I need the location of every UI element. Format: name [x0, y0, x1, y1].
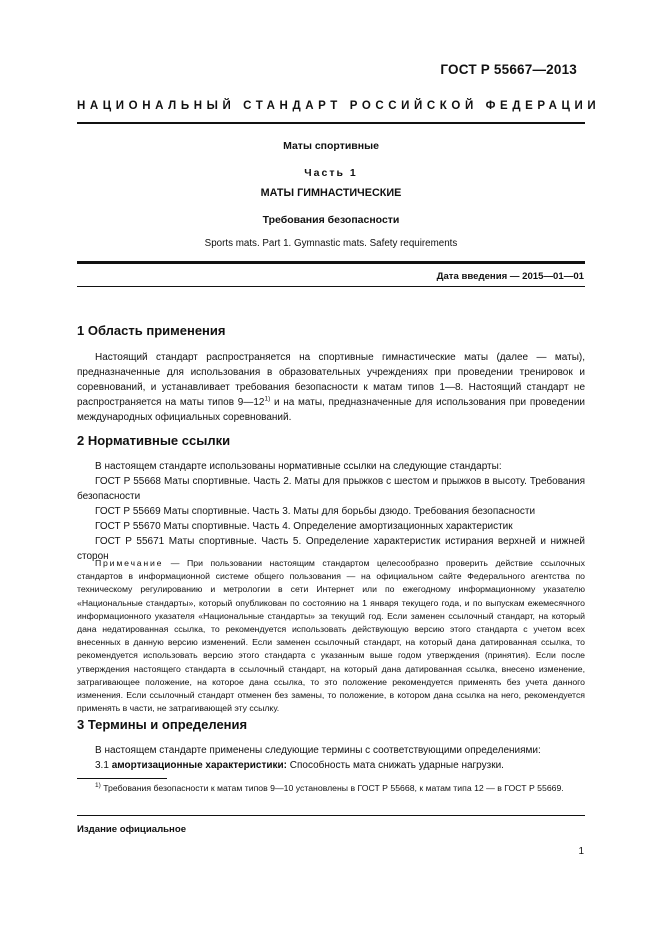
footnote-marker: 1) [95, 782, 101, 790]
title-english: Sports mats. Part 1. Gymnastic mats. Safety requirements [204, 238, 458, 249]
title-part: Часть 1 [304, 167, 358, 179]
standard-banner: НАЦИОНАЛЬНЫЙ СТАНДАРТ РОССИЙСКОЙ ФЕДЕРАЦИИ [77, 100, 601, 112]
edition-rule [77, 815, 585, 816]
term-name: амортизационные характеристики: [111, 760, 288, 771]
introduction-date: Дата введения — 2015—01—01 [436, 271, 584, 282]
title-gymnastic-mats: МАТЫ ГИМНАСТИЧЕСКИЕ [260, 187, 402, 199]
footnote-text: Требования безопасности к матам типов 9—10 установлены в ГОСТ Р 55668, к матам типа 12 — в ГОСТ Р 55669. [100, 783, 564, 793]
footnote [77, 782, 585, 795]
page-number: 1 [578, 846, 584, 857]
scope-paragraph [77, 350, 585, 425]
references-note [77, 557, 585, 715]
title-mats: Маты спортивные [283, 140, 379, 152]
footnote-rule [77, 778, 167, 779]
terms-intro: В настоящем стандарте применены следующие термины с соответствующими определениями: [95, 745, 541, 756]
title-rule-thick [77, 261, 585, 264]
official-edition-label: Издание официальное [77, 824, 187, 835]
section-heading-terms: 3 Термины и определения [77, 717, 248, 732]
reference-item: ГОСТ Р 55669 Маты спортивные. Часть 3. Маты для борьбы дзюдо. Требования безопасности [95, 506, 536, 517]
terms-block [77, 743, 585, 773]
section-heading-references: 2 Нормативные ссылки [77, 433, 231, 448]
footnote-reference: 1) [264, 395, 271, 403]
reference-item: ГОСТ Р 55670 Маты спортивные. Часть 4. Определение амортизационных характеристик [95, 521, 513, 532]
title-safety-requirements: Требования безопасности [262, 214, 400, 226]
term-number: 3.1 [95, 760, 112, 771]
reference-item: ГОСТ Р 55668 Маты спортивные. Часть 2. Маты для прыжков с шестом и прыжков в высоту. Требования безопасности [77, 476, 585, 502]
document-number: ГОСТ Р 55667—2013 [440, 62, 577, 77]
references-block [77, 459, 585, 564]
header-rule [77, 122, 585, 124]
scope-text-a: Настоящий стандарт распространяется на спортивные гимнастические маты (далее — маты), предназначенные для использования в образовательных учреждениях при проведении тренировок и соревнований, и устанавливает требования безопасности к матам типов 1—8. Настоящий стандарт не распространяется на маты типов 9—12 [77, 352, 585, 408]
references-intro: В настоящем стандарте использованы нормативные ссылки на следующие стандарты: [95, 461, 502, 472]
term-entry [77, 758, 585, 773]
title-rule-thin [77, 286, 585, 287]
scope-text-b: и на маты, предназначенные для использования при проведении международных официальных соревнований. [77, 397, 585, 423]
section-heading-scope: 1 Область применения [77, 323, 226, 338]
note-text: — При пользовании настоящим стандартом целесообразно проверить действие ссылочных стандартов в информационной системе общего пользования — на официальном сайте Федерального агентства по техническому регулированию и метрологии в сети Интернет или по ежегодному информационному указателю «Национальные стандарты», который опубликован по состоянию на 1 января текущего года, и по выпускам ежемесячного информационного указателя «Национальные стандарты» за текущий год. Если заменен ссылочный стандарт, на который дана недатированная ссылка, то рекомендуется использовать действующую версию этого стандарта с учетом всех внесенных в данную версию изменений. Если заменен ссылочный стандарт, на который дана датированная ссылка, то рекомендуется использовать версию этого стандарта с указанным выше годом утверждения (принятия). Если после утверждения настоящего стандарта в ссылочный стандарт, на который дана датированная ссылка, внесено изменение, затрагивающее положение, на которое дана ссылка, то это положение рекомендуется применять без учета данного изменения. Если ссылочный стандарт отменен без замены, то положение, в котором дана ссылка на него, рекомендуется применять в части, не затрагивающей эту ссылку. [77, 558, 585, 714]
reference-item: ГОСТ Р 55671 Маты спортивные. Часть 5. Определение характеристик истирания верхней и нижней сторон [77, 536, 585, 562]
note-label: Примечание [95, 558, 164, 568]
term-definition: Способность мата снижать ударные нагрузки. [287, 760, 504, 771]
